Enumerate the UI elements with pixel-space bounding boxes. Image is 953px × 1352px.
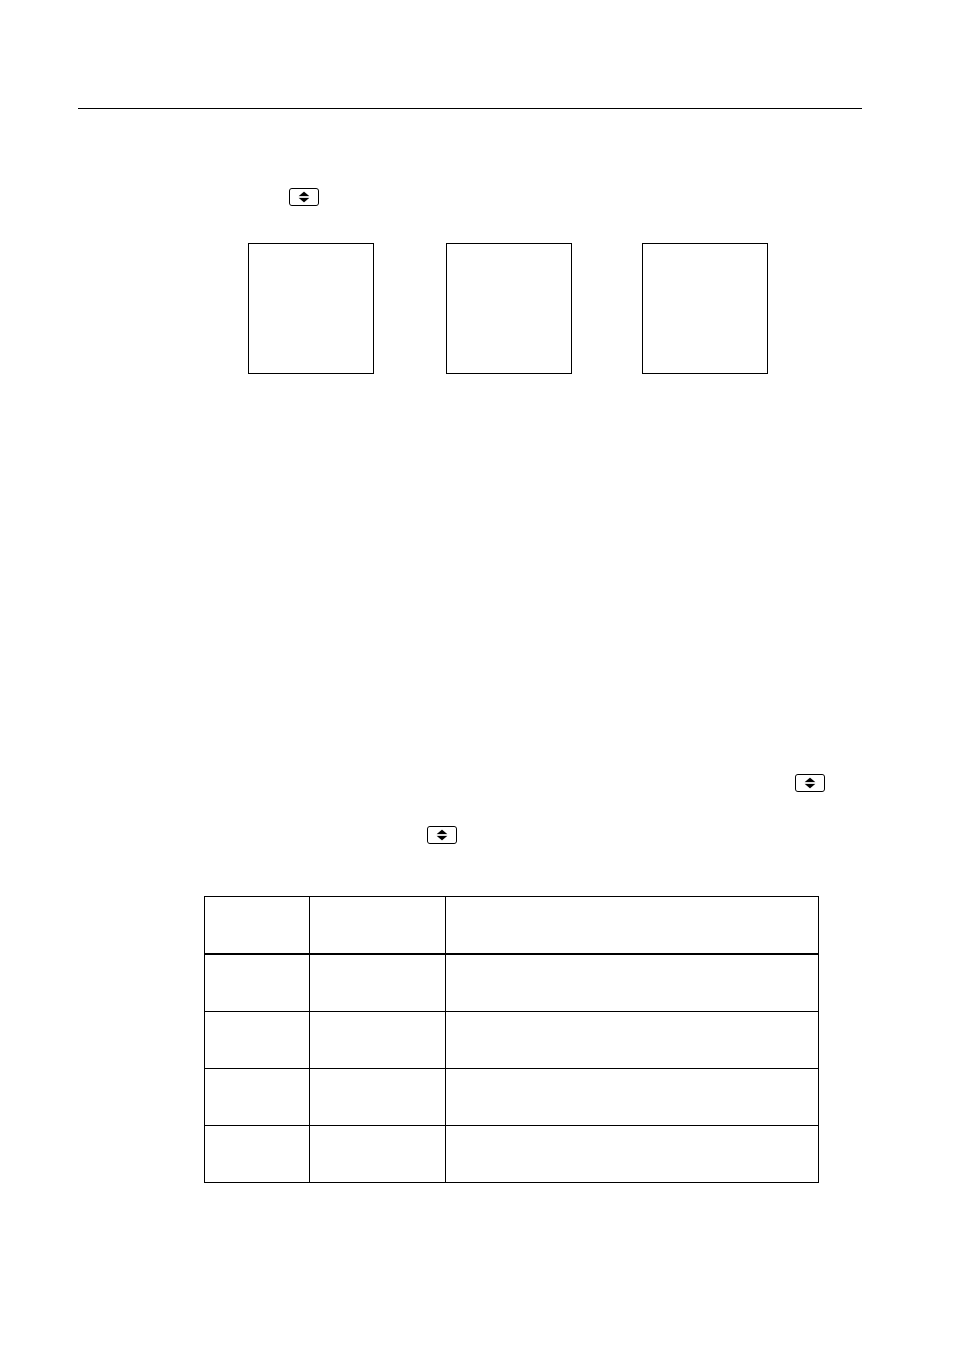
header-rule: [78, 108, 862, 109]
table-cell: [446, 1126, 819, 1183]
table-cell: [205, 1126, 310, 1183]
table-header-cell: [310, 897, 446, 955]
table-cell: [446, 1069, 819, 1126]
table-cell: [310, 1012, 446, 1069]
table-cell: [205, 1069, 310, 1126]
up-down-key-icon: [289, 188, 319, 206]
table-header-cell: [205, 897, 310, 955]
table-cell: [205, 1012, 310, 1069]
up-down-key-icon: [795, 774, 825, 792]
display-box-3: [642, 243, 768, 374]
table-cell: [205, 954, 310, 1012]
table-cell: [310, 1069, 446, 1126]
table-header-row: [205, 897, 819, 955]
settings-table: [204, 896, 819, 1183]
table-cell: [446, 954, 819, 1012]
table-header-cell: [446, 897, 819, 955]
table-row: [205, 1069, 819, 1126]
up-down-key-icon: [427, 826, 457, 844]
table-row: [205, 1126, 819, 1183]
display-box-1: [248, 243, 374, 374]
table-cell: [310, 1126, 446, 1183]
table-cell: [446, 1012, 819, 1069]
table-cell: [310, 954, 446, 1012]
table-row: [205, 1012, 819, 1069]
table-row: [205, 954, 819, 1012]
display-box-2: [446, 243, 572, 374]
